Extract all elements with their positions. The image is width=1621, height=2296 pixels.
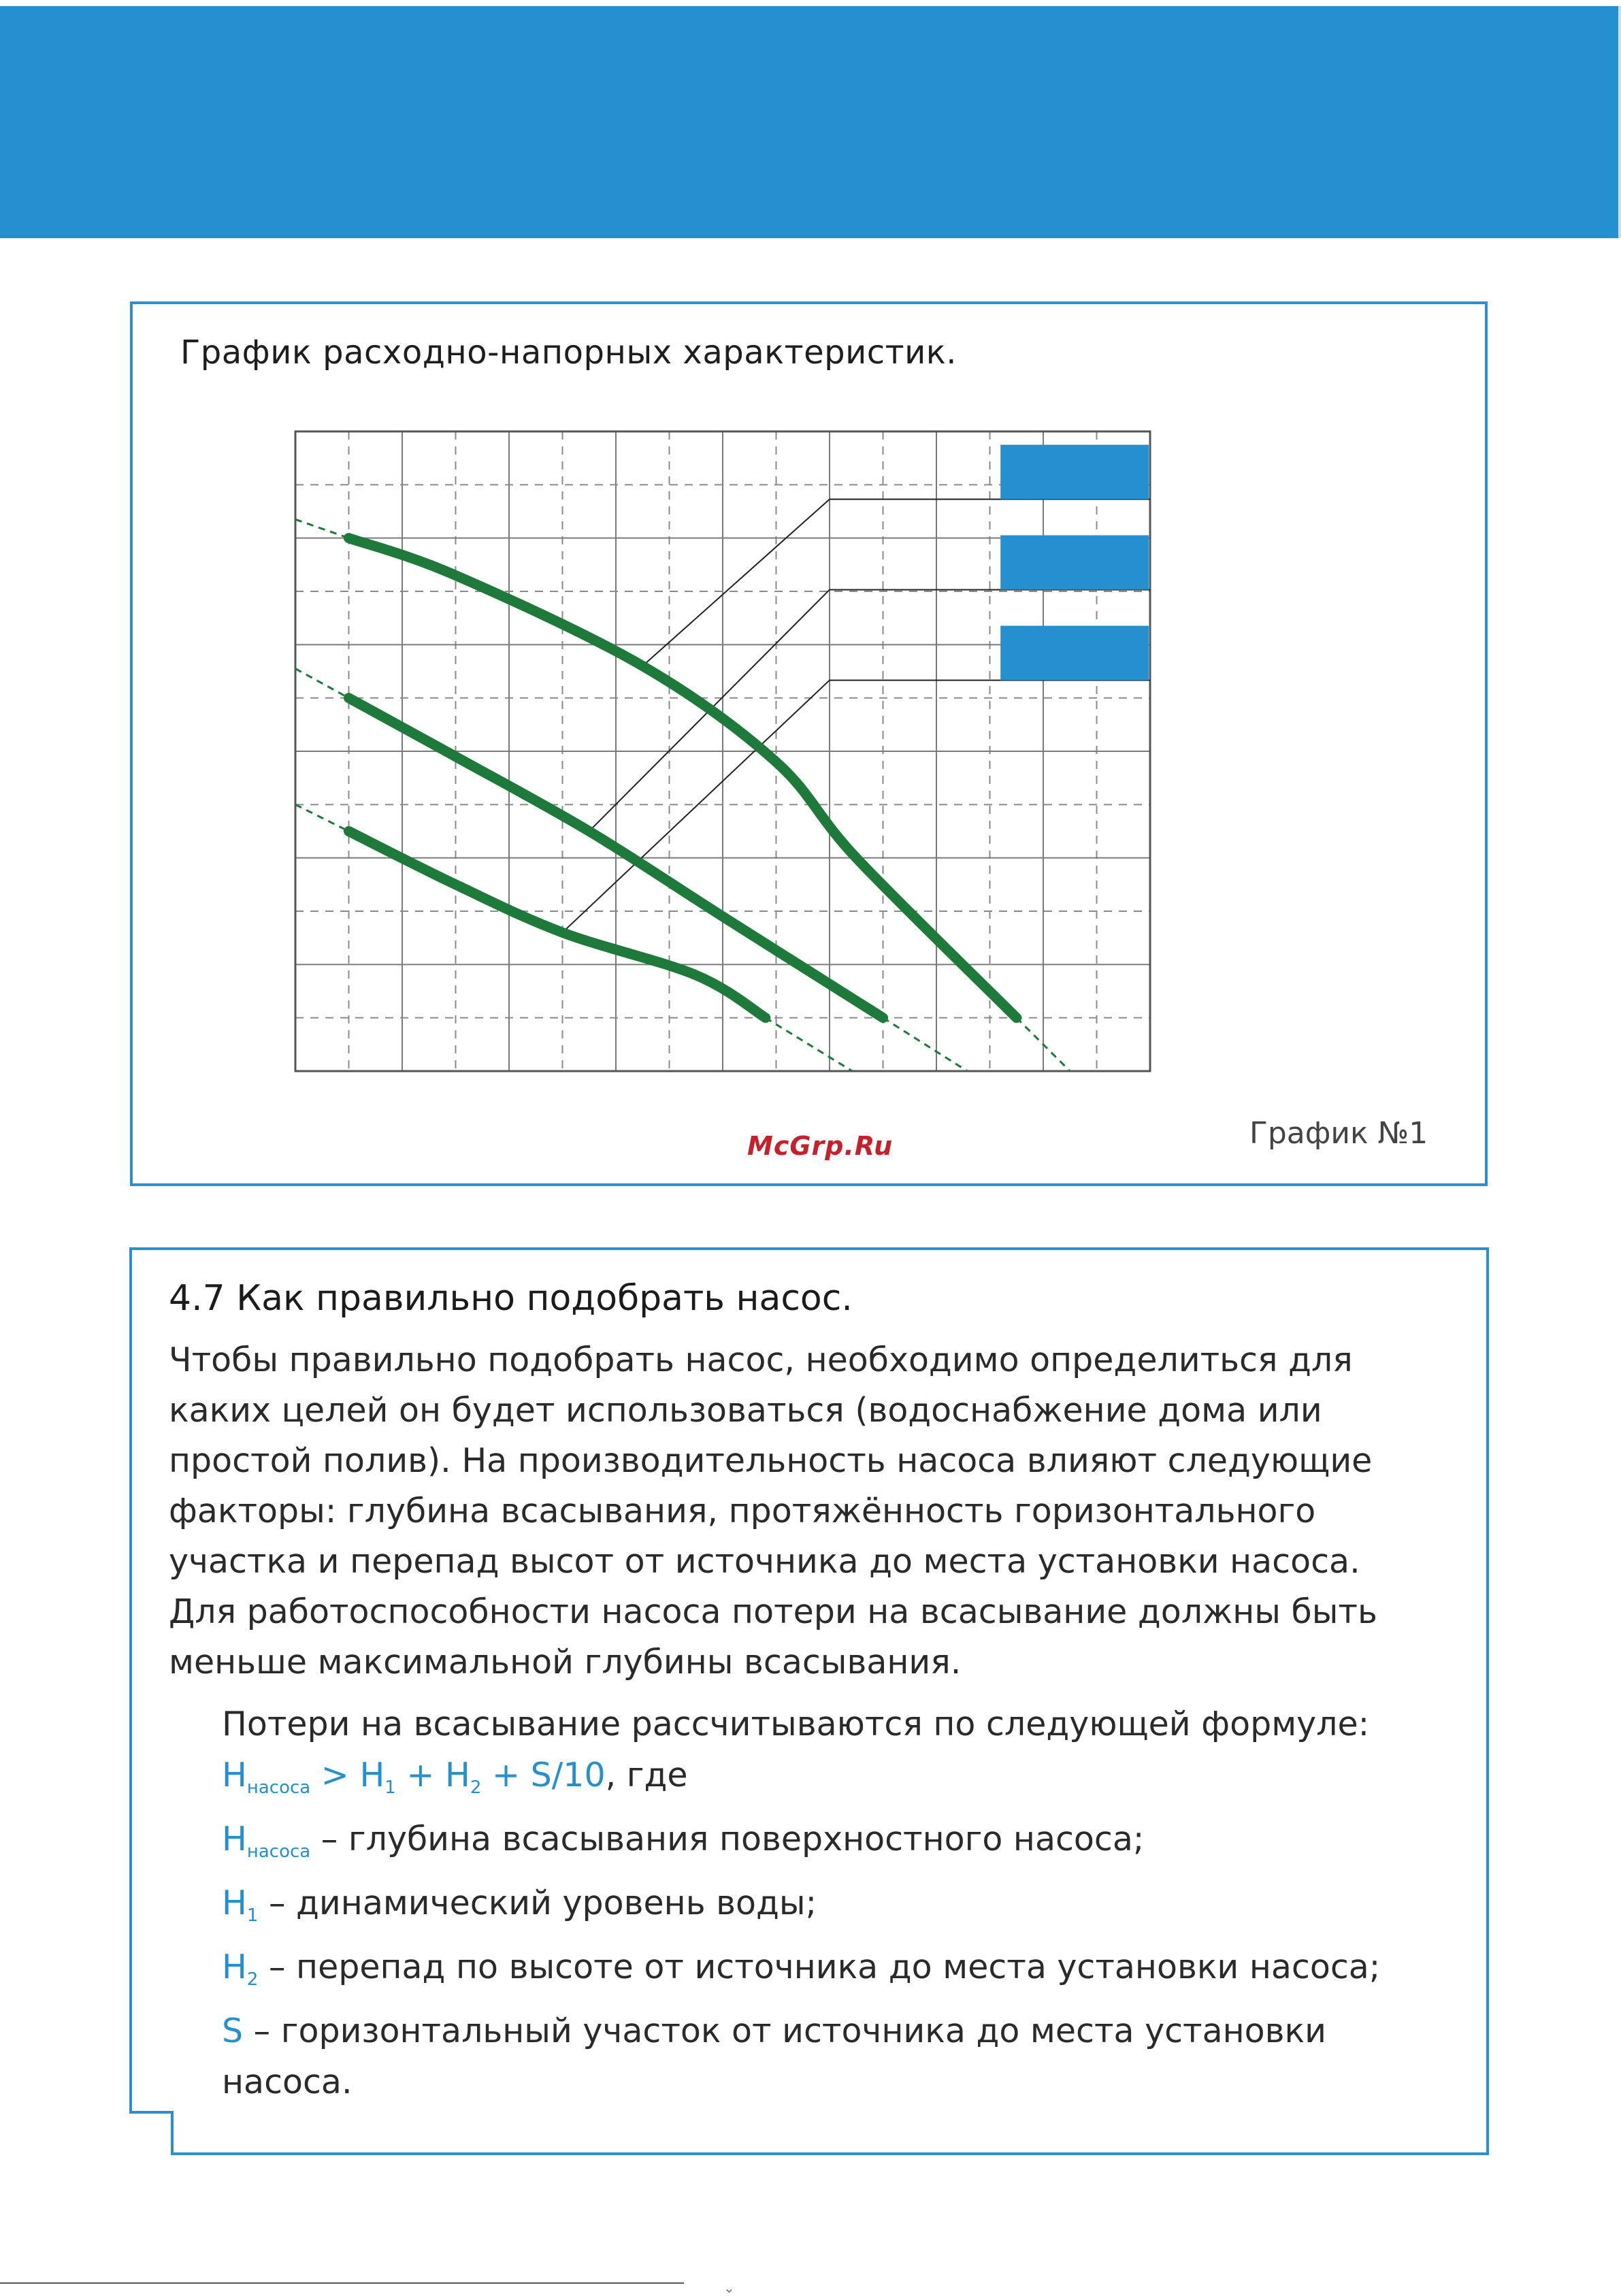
def-h2-symbol: H xyxy=(222,1948,247,1986)
chart-caption: График №1 xyxy=(1249,1116,1428,1151)
paragraph-line: участка и перепад высот от источника до места установки насоса. xyxy=(169,1542,1360,1581)
watermark: McGrp.Ru xyxy=(747,1131,894,1161)
def-hn-text: – глубина всасывания поверхностного насоса; xyxy=(310,1820,1145,1858)
paragraph-line: Для работоспособности насоса потери на всасывание должны быть xyxy=(169,1592,1377,1631)
paragraph-line: каких целей он будет использоваться (водоснабжение дома или xyxy=(169,1391,1322,1430)
footer-mark: ⌄ xyxy=(723,2280,735,2296)
formula-sub2: 2 xyxy=(470,1777,482,1798)
definition-hn xyxy=(222,1814,1380,1877)
def-h2-text: – перепад по высоте от источника до места установки насоса; xyxy=(258,1948,1381,1986)
paragraph-line: меньше максимальной глубины всасывания. xyxy=(169,1643,962,1682)
definition-h1 xyxy=(222,1877,1380,1941)
def-h1-sub: 1 xyxy=(246,1905,259,1926)
def-s-text: – горизонтальный участок от источника до места установки xyxy=(243,2012,1326,2050)
formula-rhs-a: > H xyxy=(310,1756,385,1794)
paragraph-line: факторы: глубина всасывания, протяжённость горизонтального xyxy=(169,1492,1316,1530)
section-title: 4.7 Как правильно подобрать насос. xyxy=(169,1278,853,1319)
formula-block xyxy=(222,1699,1380,2108)
formula-h: H xyxy=(222,1756,247,1794)
def-h1-text: – динамический уровень воды; xyxy=(258,1884,817,1922)
definition-h2 xyxy=(222,1941,1380,2005)
definition-s xyxy=(222,2005,1380,2056)
formula-intro: Потери на всасывание рассчитываются по следующей формуле: xyxy=(222,1705,1370,1743)
footer-rule xyxy=(0,2282,684,2284)
formula-sub1: 1 xyxy=(384,1777,396,1798)
formula-rhs-b: + H xyxy=(395,1756,470,1794)
chart-title: График расходно-напорных характеристик. xyxy=(180,333,957,372)
def-hn-symbol: H xyxy=(222,1820,247,1858)
formula-rhs-c: + S/10 xyxy=(481,1756,606,1794)
def-hn-sub: насоса xyxy=(246,1841,311,1862)
paragraph-line: Чтобы правильно подобрать насос, необходимо определиться для xyxy=(169,1341,1353,1379)
formula-tail: , где xyxy=(605,1756,688,1794)
def-s-symbol: S xyxy=(222,2012,244,2050)
def-h2-sub: 2 xyxy=(246,1969,259,1990)
formula-h-sub: насоса xyxy=(246,1777,311,1798)
formula xyxy=(222,1750,1380,1814)
paragraph-line: простой полив). На производительность насоса влияют следующие xyxy=(169,1441,1373,1480)
def-h1-symbol: H xyxy=(222,1884,247,1922)
definition-s-cont: насоса. xyxy=(222,2063,353,2101)
section-paragraph xyxy=(169,1335,1462,1688)
